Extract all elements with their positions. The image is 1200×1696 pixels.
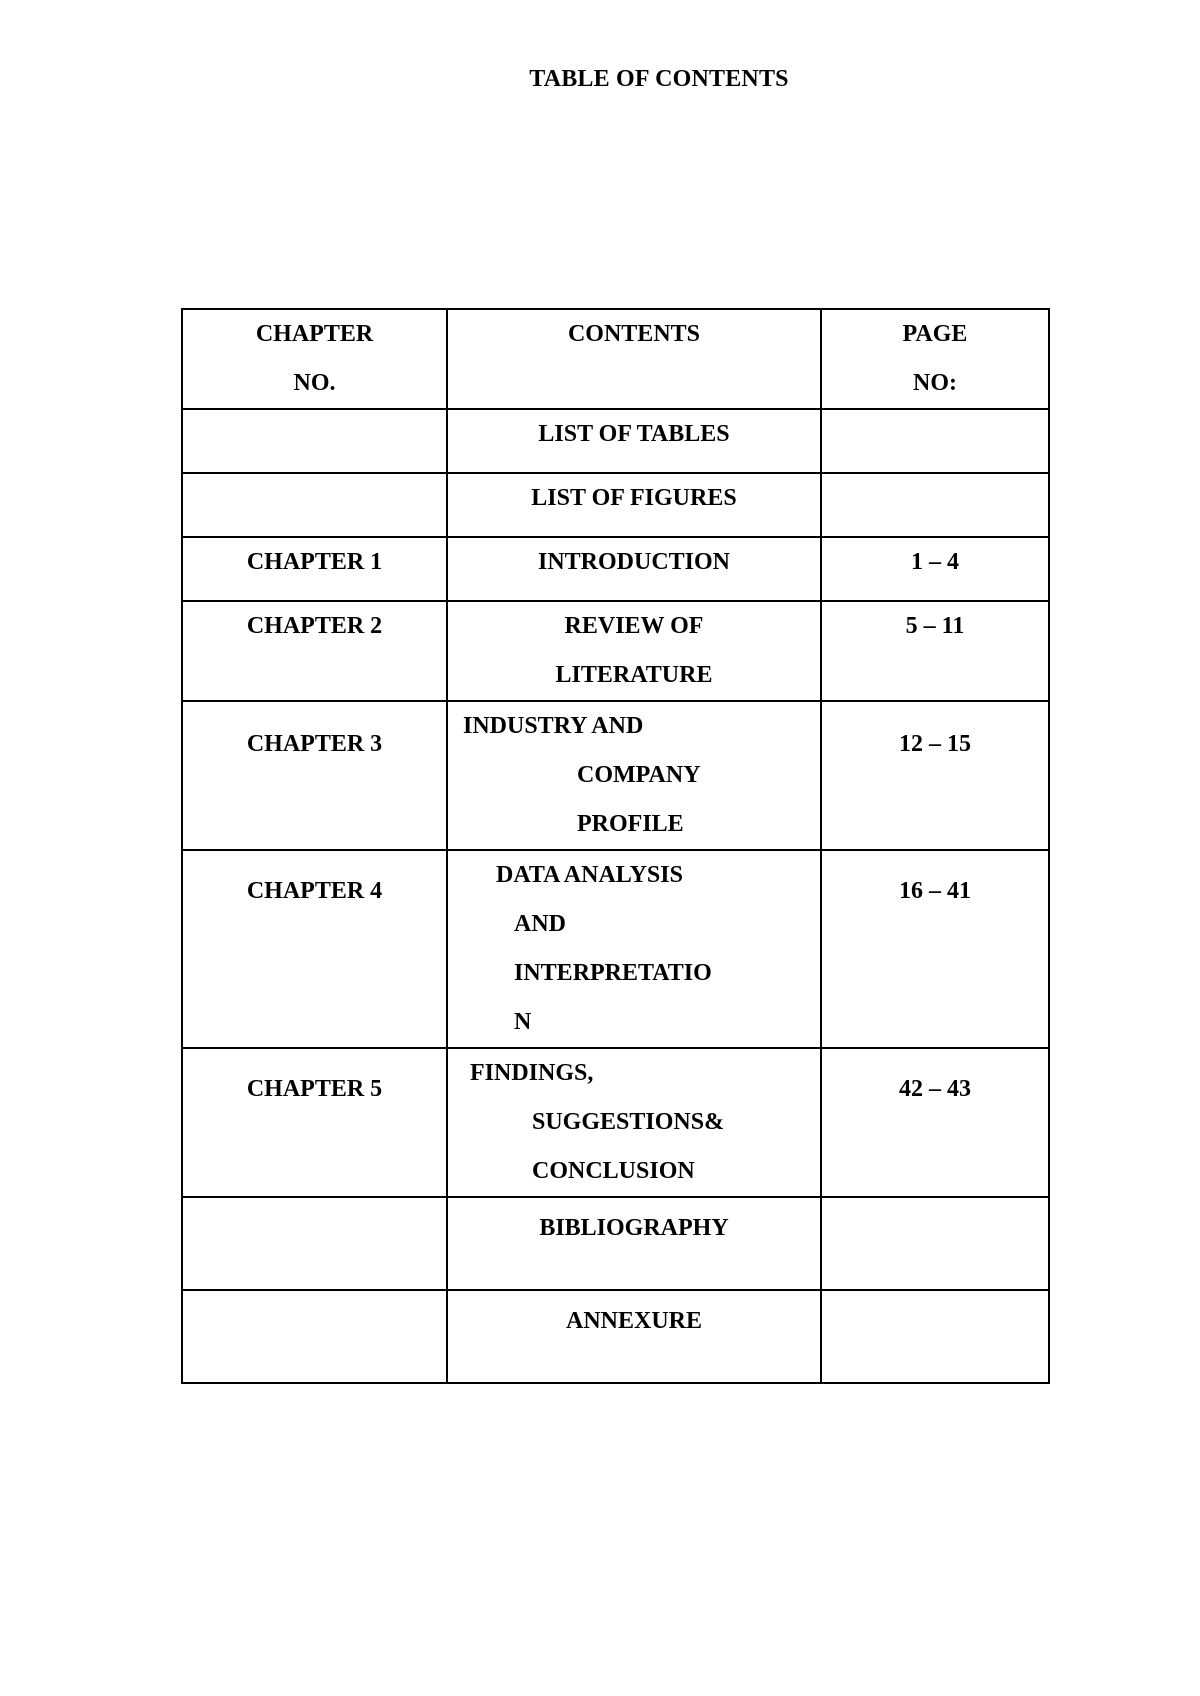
- contents-cell: [447, 1290, 821, 1383]
- table-row: [182, 537, 1049, 601]
- table-row: [182, 1048, 1049, 1197]
- chapter-cell: [182, 473, 447, 537]
- chapter-cell: [182, 701, 447, 850]
- chapter-label: CHAPTER 1: [246, 549, 383, 575]
- header-page-no-line-2: NO:: [913, 370, 957, 396]
- page-cell: [821, 850, 1049, 1048]
- page-cell: [821, 409, 1049, 473]
- chapter-cell: [182, 537, 447, 601]
- contents-line: ANNEXURE: [565, 1308, 702, 1334]
- page-cell: [821, 701, 1049, 850]
- page-cell: [821, 1290, 1049, 1383]
- contents-line: REVIEW OF: [564, 613, 704, 639]
- chapter-cell: [182, 850, 447, 1048]
- page-cell: [821, 537, 1049, 601]
- contents-line: SUGGESTIONS&: [532, 1109, 725, 1135]
- chapter-cell: [182, 1290, 447, 1383]
- table-header-row: [182, 309, 1049, 409]
- contents-line: INTRODUCTION: [537, 549, 731, 575]
- contents-cell: [447, 1048, 821, 1197]
- header-page-no-line-1: PAGE: [902, 321, 968, 347]
- header-chapter-no-line-2: NO.: [293, 370, 336, 396]
- chapter-cell: [182, 409, 447, 473]
- header-contents: [447, 309, 821, 409]
- chapter-cell: [182, 1197, 447, 1290]
- header-chapter-no: [182, 309, 447, 409]
- contents-line: PROFILE: [577, 811, 684, 837]
- table-row: [182, 409, 1049, 473]
- contents-line: INDUSTRY AND: [463, 713, 644, 739]
- contents-line: LIST OF FIGURES: [531, 485, 737, 511]
- contents-line: AND: [514, 911, 566, 937]
- contents-cell: [447, 537, 821, 601]
- table-row: [182, 473, 1049, 537]
- contents-line: N: [514, 1009, 532, 1035]
- chapter-label: CHAPTER 2: [246, 613, 383, 639]
- chapter-cell: [182, 601, 447, 701]
- contents-cell: [447, 601, 821, 701]
- page-range: 5 – 11: [905, 613, 965, 639]
- page-range: 12 – 15: [899, 731, 971, 757]
- page-cell: [821, 1197, 1049, 1290]
- table-row: [182, 701, 1049, 850]
- header-chapter-no-line-1: CHAPTER: [255, 321, 374, 347]
- page-cell: [821, 473, 1049, 537]
- contents-line: COMPANY: [577, 762, 701, 788]
- table-row: [182, 1290, 1049, 1383]
- table-row: [182, 1197, 1049, 1290]
- page-cell: [821, 1048, 1049, 1197]
- contents-line: INTERPRETATIO: [514, 960, 712, 986]
- header-contents-label: CONTENTS: [567, 321, 701, 347]
- contents-line: FINDINGS,: [470, 1060, 594, 1086]
- page-cell: [821, 601, 1049, 701]
- contents-line: BIBLIOGRAPHY: [539, 1215, 729, 1241]
- page-range: 1 – 4: [911, 549, 959, 575]
- table-row: [182, 601, 1049, 701]
- page-range: 16 – 41: [899, 878, 971, 904]
- chapter-label: CHAPTER 5: [246, 1076, 383, 1102]
- contents-line: DATA ANALYSIS: [496, 862, 683, 888]
- table-of-contents: [181, 308, 1050, 1384]
- table-row: [182, 850, 1049, 1048]
- chapter-label: CHAPTER 4: [246, 878, 383, 904]
- contents-line: CONCLUSION: [532, 1158, 695, 1184]
- contents-cell: [447, 701, 821, 850]
- contents-cell: [447, 850, 821, 1048]
- contents-line: LIST OF TABLES: [538, 421, 730, 447]
- header-page-no: [821, 309, 1049, 409]
- contents-line: LITERATURE: [555, 662, 713, 688]
- contents-cell: [447, 473, 821, 537]
- chapter-label: CHAPTER 3: [246, 731, 383, 757]
- contents-cell: [447, 409, 821, 473]
- contents-cell: [447, 1197, 821, 1290]
- page-title: TABLE OF CONTENTS: [529, 66, 789, 92]
- chapter-cell: [182, 1048, 447, 1197]
- page-range: 42 – 43: [899, 1076, 971, 1102]
